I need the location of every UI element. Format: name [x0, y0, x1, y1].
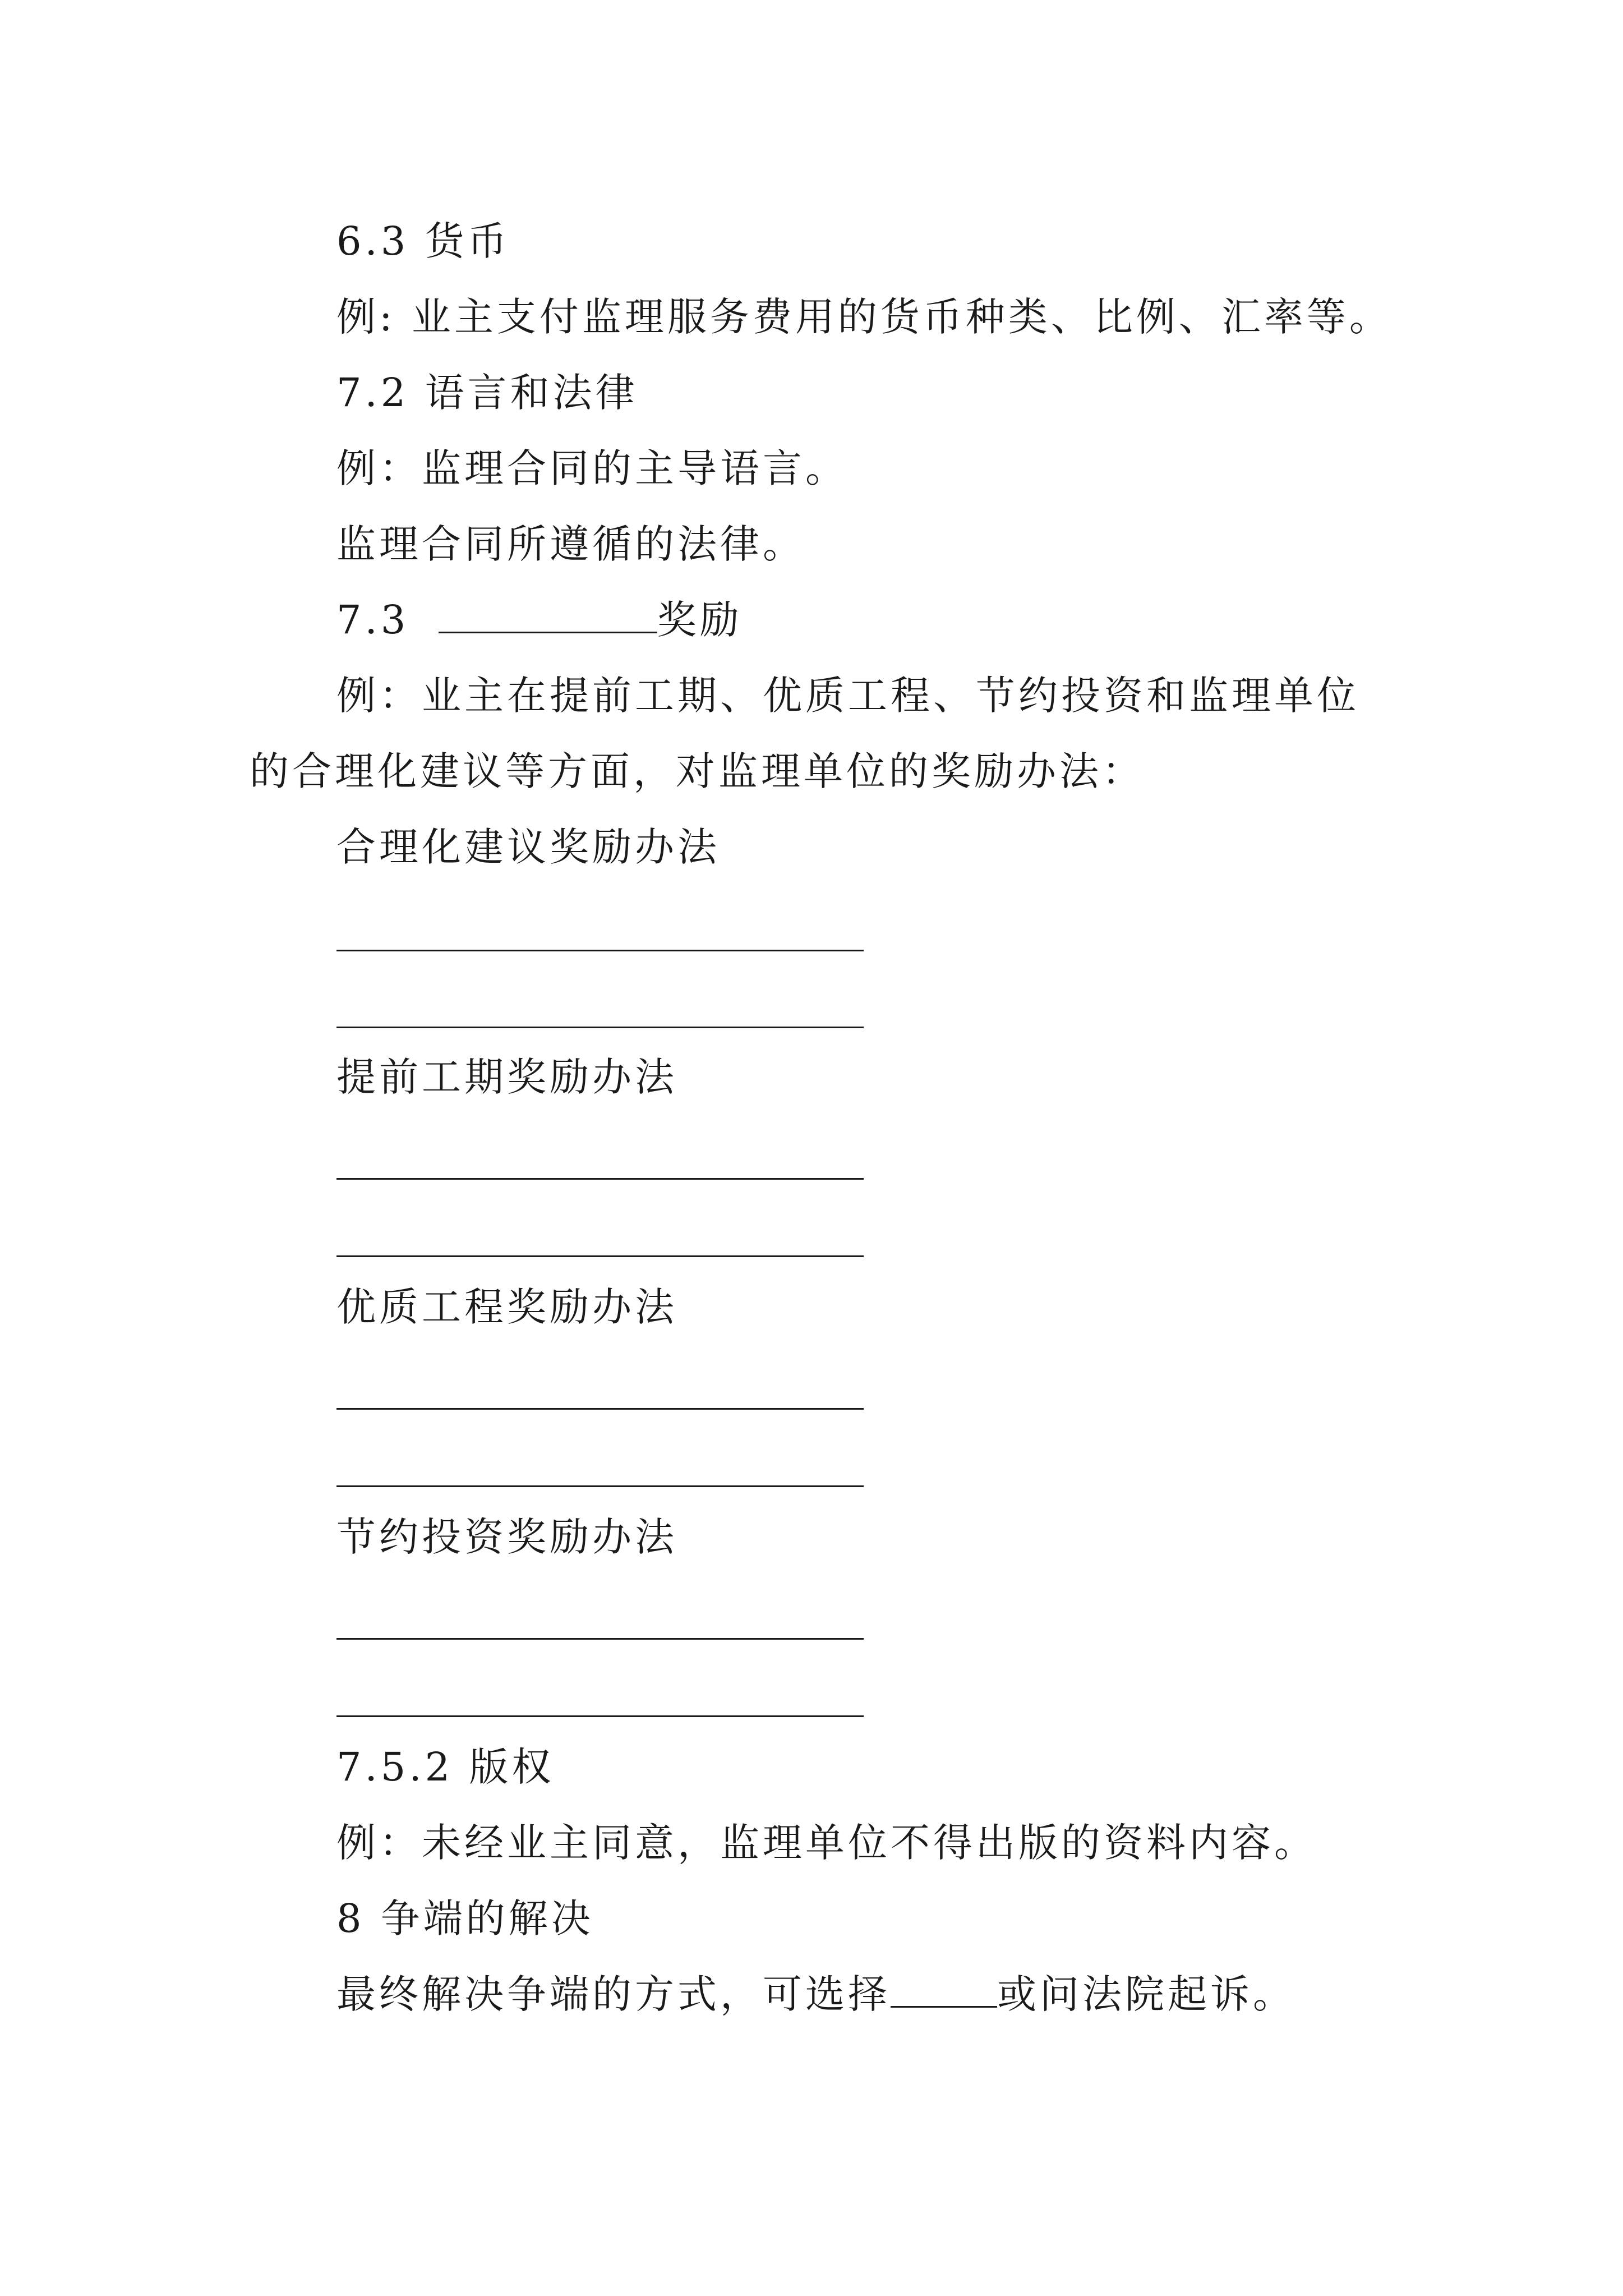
dispute-method-blank[interactable]: [891, 1969, 997, 2008]
heading-7-5-2: [336, 1742, 554, 1792]
title-blank[interactable]: [439, 595, 657, 633]
section-number: 6.3: [336, 218, 409, 264]
section-title: 货币: [425, 218, 510, 264]
paragraph-8-text: [336, 1969, 1295, 2019]
text-after-blank: 或问法院起诉。: [997, 1971, 1295, 2017]
section-number: 8: [336, 1895, 365, 1941]
reward-item-rationalization: 合理化建议奖励办法: [336, 824, 720, 870]
section-title: 奖励: [657, 597, 743, 643]
paragraph-6-3-example: 例: 业主支付监理服务费用的货币种类、比例、汇率等。: [336, 294, 1392, 340]
section-number: 7.5.2: [336, 1744, 454, 1790]
paragraph-7-5-2-example: 例：未经业主同意，监理单位不得出版的资料内容。: [336, 1820, 1317, 1866]
reward-item-quality: 优质工程奖励办法: [336, 1284, 677, 1330]
text-before-blank: 最终解决争端的方式，可选择: [336, 1971, 891, 2017]
paragraph-7-2-example: 例：监理合同的主导语言。: [336, 445, 848, 491]
section-number: 7.3: [336, 597, 409, 643]
fill-in-line[interactable]: [336, 1178, 864, 1180]
heading-7-2: [336, 367, 638, 418]
reward-item-early-completion: 提前工期奖励办法: [336, 1054, 677, 1100]
section-title: 语言和法律: [425, 370, 638, 416]
fill-in-line[interactable]: [336, 950, 864, 951]
section-number: 7.2: [336, 370, 409, 416]
paragraph-7-3-example-line2: 的合理化建议等方面，对监理单位的奖励办法：: [250, 748, 1145, 794]
fill-in-line[interactable]: [336, 1027, 864, 1028]
fill-in-line[interactable]: [336, 1255, 864, 1257]
heading-8: [336, 1893, 594, 1944]
reward-item-cost-saving: 节约投资奖励办法: [336, 1514, 677, 1560]
heading-6-3: [336, 216, 510, 266]
fill-in-line[interactable]: [336, 1408, 864, 1410]
fill-in-line[interactable]: [336, 1485, 864, 1487]
paragraph-7-3-example-line1: 例：业主在提前工期、优质工程、节约投资和监理单位: [336, 673, 1359, 719]
paragraph-7-2-note: 监理合同所遵循的法律。: [336, 521, 805, 567]
fill-in-line[interactable]: [336, 1715, 864, 1717]
fill-in-line[interactable]: [336, 1638, 864, 1640]
section-title: 版权: [469, 1744, 555, 1790]
heading-7-3: [336, 595, 743, 645]
section-title: 争端的解决: [380, 1895, 594, 1941]
